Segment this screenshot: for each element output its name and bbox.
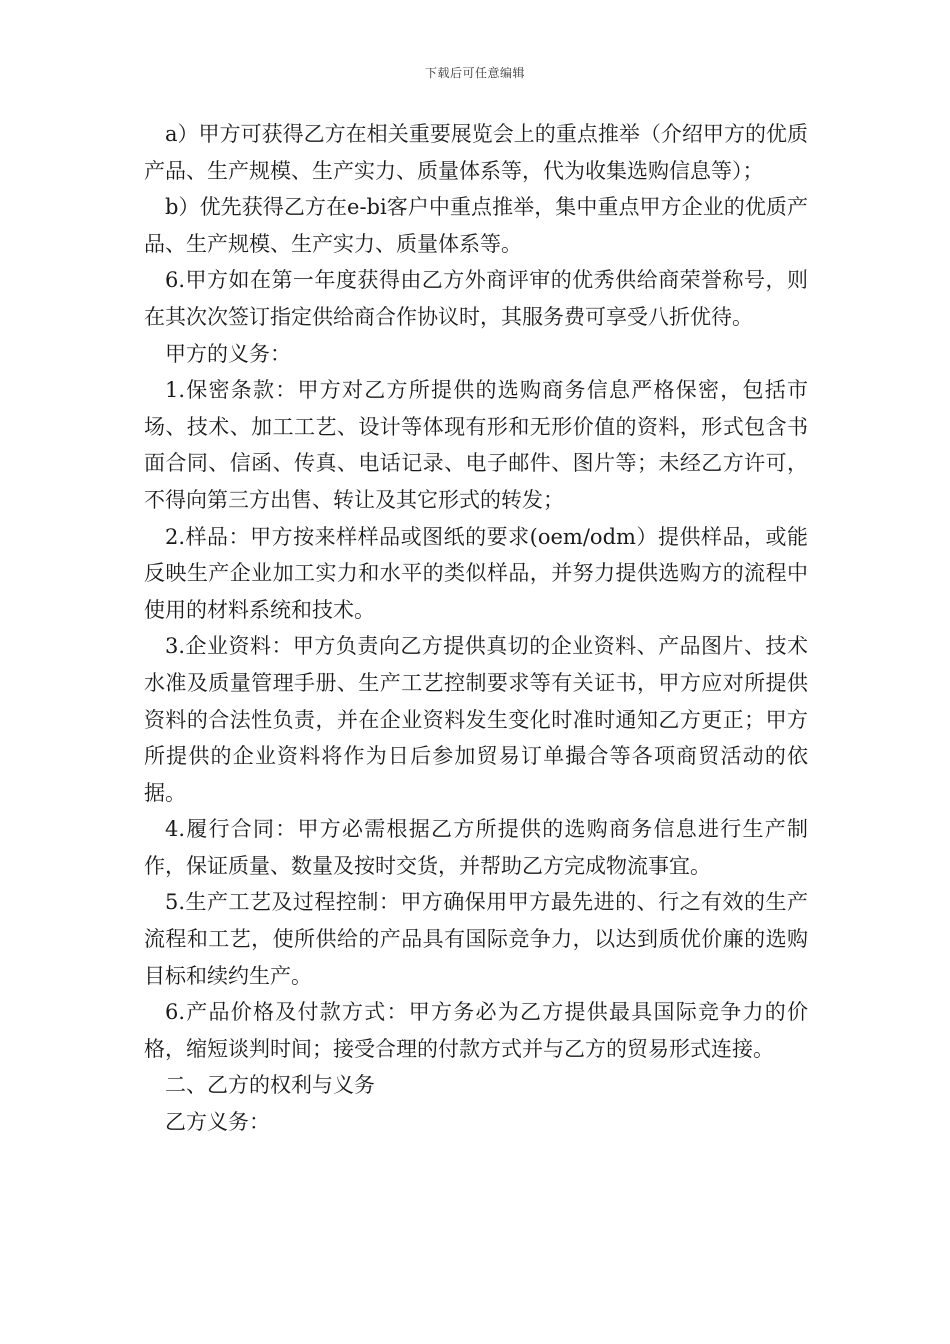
paragraph-obligation-1: 1.保密条款：甲方对乙方所提供的选购商务信息严格保密，包括市场、技术、加工工艺、设计等体现有形和无形价值的资料，形式包含书面合同、信函、传真、电话记录、电子邮件、图片等；未经乙方许可，不得向第三方出售、转让及其它形式的转发； — [144, 378, 808, 512]
paragraph-obligation-5: 5.生产工艺及过程控制：甲方确保用甲方最先进的、行之有效的生产流程和工艺，使所供给的产品具有国际竞争力，以达到质优价廉的选购目标和续约生产。 — [144, 890, 808, 988]
paragraph-obligation-3: 3.企业资料：甲方负责向乙方提供真切的企业资料、产品图片、技术水准及质量管理手册、生产工艺控制要求等有关证书，甲方应对所提供资料的合法性负责，并在企业资料发生变化时准时通知乙方更正；甲方所提供的企业资料将作为日后参加贸易订单撮合等各项商贸活动的依据。 — [144, 634, 808, 805]
paragraph-b-benefit: b）优先获得乙方在e-bi客户中重点推举，集中重点甲方企业的优质产品、生产规模、生产实力、质量体系等。 — [144, 195, 808, 256]
document-body — [144, 116, 808, 1141]
paragraph-right-6: 6.甲方如在第一年度获得由乙方外商评审的优秀供给商荣誉称号，则在其次次签订指定供给商合作协议时，其服务费可享受八折优待。 — [144, 268, 808, 329]
section-heading-party-a-obligations: 甲方的义务： — [165, 341, 291, 366]
page-header-note: 下载后可任意编辑 — [424, 66, 525, 80]
section-heading-party-b: 二、乙方的权利与义务 — [165, 1073, 375, 1098]
section-heading-party-b-obligations: 乙方义务： — [165, 1110, 270, 1135]
paragraph-obligation-4: 4.履行合同：甲方必需根据乙方所提供的选购商务信息进行生产制作，保证质量、数量及按时交货，并帮助乙方完成物流事宜。 — [144, 817, 808, 878]
paragraph-obligation-6: 6.产品价格及付款方式：甲方务必为乙方提供最具国际竞争力的价格，缩短谈判时间；接受合理的付款方式并与乙方的贸易形式连接。 — [144, 1000, 808, 1061]
paragraph-obligation-2: 2.样品：甲方按来样样品或图纸的要求(oem/odm）提供样品，或能反映生产企业加工实力和水平的类似样品，并努力提供选购方的流程中使用的材料系统和技术。 — [144, 524, 808, 622]
paragraph-a-benefit: a）甲方可获得乙方在相关重要展览会上的重点推举（介绍甲方的优质产品、生产规模、生产实力、质量体系等，代为收集选购信息等）； — [144, 122, 808, 183]
